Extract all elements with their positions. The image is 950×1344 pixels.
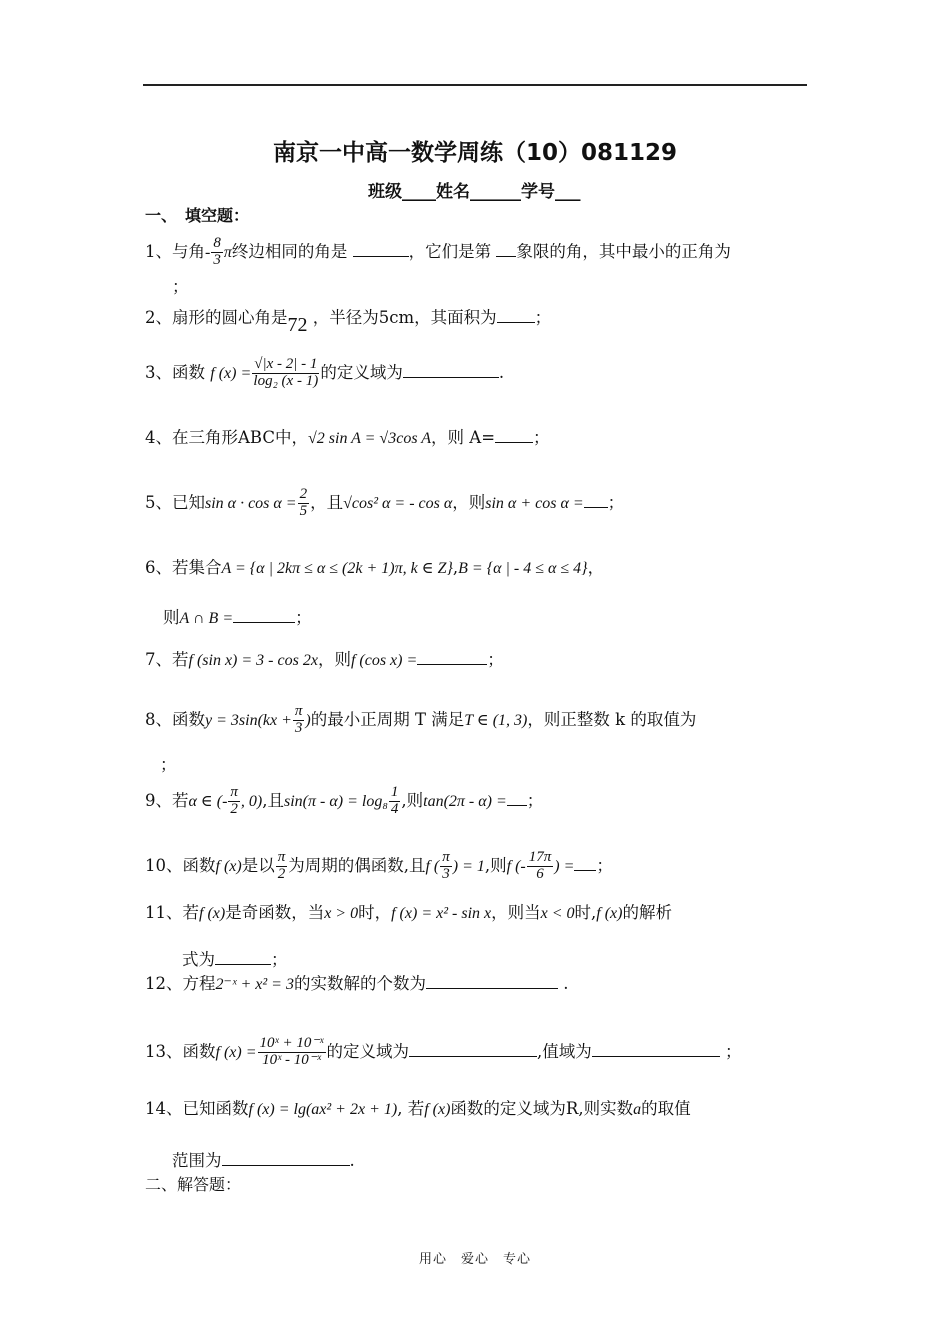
header-rule	[143, 84, 807, 86]
question-14-cont: 范围为 .	[172, 1151, 355, 1170]
answer-blank[interactable]	[574, 856, 596, 871]
question-8-cont: ；	[160, 755, 177, 774]
student-info-line: 班级____姓名______学号___	[368, 182, 581, 202]
answer-blank[interactable]	[507, 791, 527, 806]
answer-blank[interactable]	[403, 363, 499, 378]
question-13: 13、函数f (x) = $\frac{\text{10ˣ + 10⁻ˣ}}{\text{10ˣ - 10⁻ˣ}}$ 的定义域为 ,值域为 ；	[145, 1035, 742, 1068]
question-2: 2、扇形的圆心角是72 ，半径为5cm，其面积为 ；	[145, 308, 552, 336]
question-7: 7、若f (sin x) = 3 - cos 2x，则f (cos x) = ；	[145, 650, 504, 669]
answer-blank[interactable]	[222, 1151, 350, 1166]
question-11-cont: 式为 ；	[182, 950, 288, 969]
question-11: 11、若f (x)是奇函数，当x > 0时，f (x) = x² - sin x，则当x < 0时,f (x)的解析	[145, 903, 672, 922]
question-12: 12、方程2⁻ˣ + x² = 3的实数解的个数为 .	[145, 974, 569, 993]
page-title: 南京一中高一数学周练（10）081129	[272, 140, 678, 166]
answer-blank[interactable]	[495, 428, 533, 443]
question-1-cont: ；	[172, 277, 189, 296]
answer-blank[interactable]	[409, 1042, 537, 1057]
answer-blank[interactable]	[353, 242, 409, 257]
answer-blank[interactable]	[417, 650, 487, 665]
answer-blank[interactable]	[215, 950, 271, 965]
question-6: 6、若集合A = {α | 2kπ ≤ α ≤ (2k + 1)π, k ∈ Z},B = {α | - 4 ≤ α ≤ 4}，	[145, 558, 605, 577]
question-1: 1、与角- $\frac{8}{3}$ π终边相同的角是 ，它们是第 象限的角，其中最小的正角为	[145, 235, 731, 268]
question-5: 5、已知sin α · cos α = $\frac{2}{5}$ ，且√cos² α = - cos α，则sin α + cos α = ；	[145, 486, 625, 519]
page-footer: 用心 爱心 专心	[418, 1252, 531, 1267]
answer-blank[interactable]	[592, 1042, 720, 1057]
answer-blank[interactable]	[233, 608, 295, 623]
question-6-cont: 则A ∩ B = ；	[163, 608, 312, 627]
answer-blank[interactable]	[426, 974, 558, 989]
question-3: 3、函数 f (x) = $\frac{√|x - 2| - 1}{\text{log₂ (x - 1)}}$ 的定义域为 .	[145, 356, 505, 389]
answer-blank[interactable]	[497, 308, 535, 323]
question-9: 9、若α ∈ (- $\frac{\pi}{2}$ , 0),且sin(π - α) = log₈ $\frac{1}{4}$ ,则tan(2π - α) = ；	[145, 784, 544, 817]
question-8: 8、函数y = 3sin(kx + $\frac{\pi}{3}$ )的最小正周期 T 满足T ∈ (1, 3)，则正整数 k 的取值为	[145, 703, 697, 736]
section-answer-heading: 二、解答题：	[145, 1175, 242, 1194]
question-10: 10、函数f (x)是以 $\frac{\pi}{2}$ 为周期的偶函数,且f ( $\frac{\pi}{3}$ ) = 1,则f (- $\frac{17\pi}{6}$ ) = ；	[145, 849, 613, 882]
section-fill-in-heading: 一、 填空题：	[145, 206, 250, 225]
question-14: 14、已知函数f (x) = lg(ax² + 2x + 1), 若f (x)函数的定义域为R,则实数a的取值	[145, 1099, 691, 1118]
question-4: 4、在三角形ABC中，√2 sin A = √3cos A，则 A= ；	[145, 428, 550, 447]
answer-blank[interactable]	[496, 242, 516, 257]
answer-blank[interactable]	[584, 493, 608, 508]
